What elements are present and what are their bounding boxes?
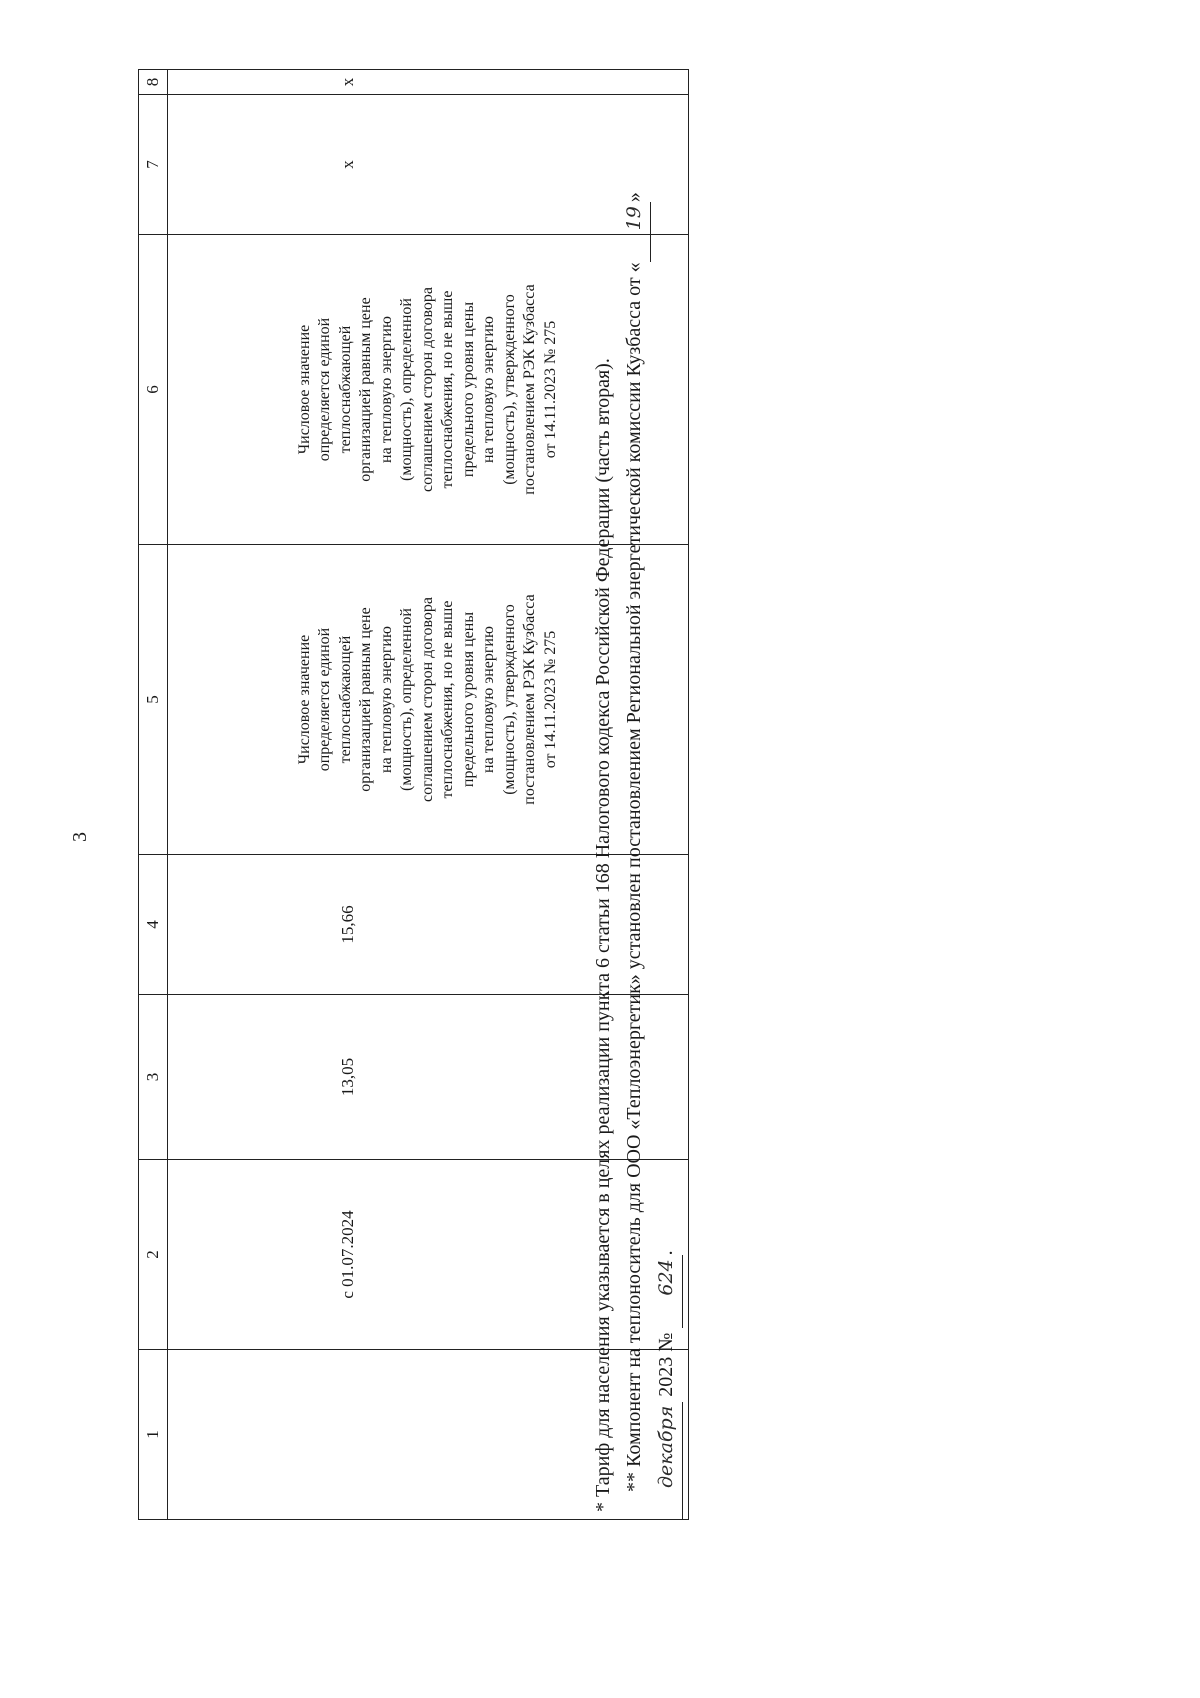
- cell-6-line: на тепловую энергию: [377, 316, 395, 463]
- rotated-page-content: [138, 70, 698, 1520]
- cell-5-line: (мощность), определенной: [398, 608, 416, 791]
- cell-6-line: (мощность), определенной: [398, 298, 416, 481]
- cell-value-3: 13,05: [168, 995, 689, 1160]
- handwritten-month: декабря: [651, 1402, 683, 1520]
- column-header-3: 3: [139, 995, 168, 1160]
- cell-value-4: 15,66: [168, 855, 689, 995]
- cell-5-line: организацией равным цене: [357, 607, 375, 792]
- handwritten-number: 624: [651, 1255, 683, 1327]
- cell-5-line: теплоснабжения, но не выше: [439, 600, 457, 799]
- cell-6-line: организацией равным цене: [357, 297, 375, 482]
- footnote-text: 2023 №: [655, 1327, 677, 1402]
- footnotes: [588, 70, 683, 1520]
- column-header-8: 8: [139, 70, 168, 95]
- cell-6-line: от 14.11.2023 № 275: [541, 320, 559, 459]
- column-header-1: 1: [139, 1350, 168, 1520]
- footnote-coolant-component: [619, 70, 683, 1520]
- table-header-row: [139, 70, 168, 1520]
- cell-5-line: соглашением сторон договора: [418, 597, 436, 803]
- cell-period: с 01.07.2024: [168, 1160, 689, 1350]
- cell-5-line: постановлением РЭК Кузбасса: [521, 594, 539, 805]
- column-header-4: 4: [139, 855, 168, 995]
- footnote-text: ** Компонент на теплоноситель для ООО «Теплоэнергетик» установлен постановлением Региональной энергетической комиссии Кузбасса от «: [623, 262, 645, 1492]
- cell-6-line: на тепловую энергию: [480, 316, 498, 463]
- footnote-text: .: [655, 1250, 677, 1256]
- column-header-2: 2: [139, 1160, 168, 1350]
- cell-6-line: теплоснабжающей: [336, 325, 354, 454]
- cell-6-line: соглашением сторон договора: [418, 287, 436, 493]
- cell-6-line: Числовое значение: [295, 324, 313, 455]
- footnote-population-tariff: * Тариф для населения указывается в целях реализации пункта 6 статьи 168 Налогового кодекса Российской Федерации (часть вторая).: [592, 358, 614, 1512]
- column-header-6: 6: [139, 235, 168, 545]
- cell-6-line: предельного уровня цены: [459, 301, 477, 478]
- handwritten-day: 19: [619, 202, 651, 262]
- page-number: 3: [69, 832, 91, 842]
- cell-5-line: от 14.11.2023 № 275: [541, 630, 559, 769]
- column-header-7: 7: [139, 95, 168, 235]
- cell-5-line: (мощность), утвержденного: [500, 604, 518, 795]
- cell-6-line: определяется единой: [316, 317, 334, 462]
- cell-x-7: х: [168, 95, 689, 235]
- cell-x-8: х: [168, 70, 689, 95]
- cell-5-line: теплоснабжающей: [336, 635, 354, 764]
- cell-5-line: Числовое значение: [295, 634, 313, 765]
- cell-5-line: предельного уровня цены: [459, 611, 477, 788]
- cell-6-line: постановлением РЭК Кузбасса: [521, 284, 539, 495]
- cell-5-line: на тепловую энергию: [480, 626, 498, 773]
- column-header-5: 5: [139, 545, 168, 855]
- cell-6-line: теплоснабжения, но не выше: [439, 290, 457, 489]
- cell-5-line: определяется единой: [316, 627, 334, 772]
- cell-6-line: (мощность), утвержденного: [500, 294, 518, 485]
- footnote-text: »: [623, 192, 645, 203]
- cell-5-line: на тепловую энергию: [377, 626, 395, 773]
